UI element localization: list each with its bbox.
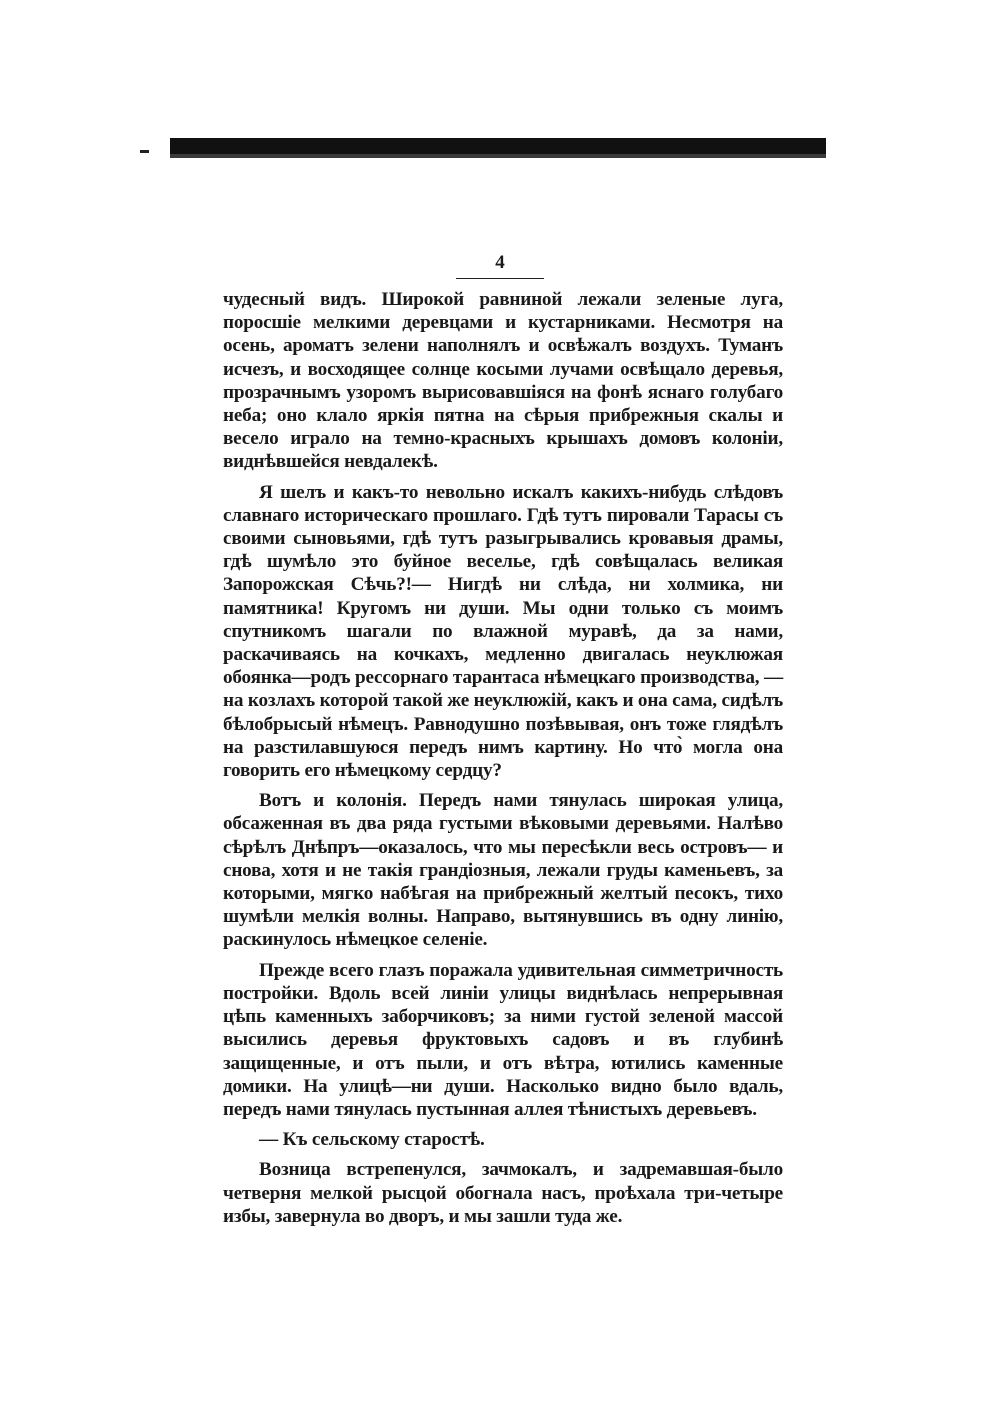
paragraph-4: Прежде всего глазъ поражала удивительная симметричность постройки. Вдоль всей линіи улицы виднѣлась непрерывная цѣпь каменныхъ заборчиковъ; за ними густой зеленой массой высились деревья фруктовыхъ садовъ и въ глубинѣ защищенные, и отъ пыли, и отъ вѣтра, ютились каменные домики. На улицѣ—ни души. Насколько видно было вдаль, передъ нами тянулась пустынная аллея тѣнистыхъ деревьевъ. <box>223 959 783 1120</box>
scan-edge-bar <box>170 138 826 158</box>
paragraph-1: чудесный видъ. Широкой равниной лежали зеленые луга, поросшіе мелкими деревцами и кустарниками. Несмотря на осень, ароматъ зелени наполнялъ и освѣжалъ воздухъ. Туманъ исчезъ, и восходящее солнце косыми лучами освѣщало деревья, прозрачнымъ узоромъ вырисовавшіяся на фонѣ яснаго голубаго неба; оно клало яркія пятна на сѣрыя прибрежныя скалы и весело играло на темно-красныхъ крышахъ домовъ колоніи, виднѣвшейся невдалекѣ. <box>223 289 783 473</box>
paragraph-5: — Къ сельскому старостѣ. <box>259 1129 485 1151</box>
paragraph-2: Я шелъ и какъ-то невольно искалъ какихъ-нибудь слѣдовъ славнаго историческаго прошлаго. Гдѣ тутъ пировали Тарасы съ своими сыновьями, гдѣ тутъ разыгрывались кровавыя драмы, гдѣ шумѣло это буйное веселье, гдѣ совѣщалась великая Запорожская Сѣчь?!— Нигдѣ ни слѣда, ни холмика, ни памятника! Кругомъ ни души. Мы одни только съ моимъ спутникомъ шагали по влажной муравѣ, да за нами, раскачиваясь на кочкахъ, медленно двигалась неуклюжая обоянка—родъ рессорнаго тарантаса нѣмецкаго производства, — на козлахъ которой такой же неуклюжій, какъ и она сама, сидѣлъ бѣлобрысый нѣмецъ. Равнодушно позѣвывая, онъ тоже глядѣлъ на разстилавшуюся передъ нимъ картину. Но что̀ могла она говорить его нѣмецкому сердцу? <box>223 481 783 782</box>
page-number: 4 <box>456 252 544 279</box>
scan-edge-mark <box>140 150 149 153</box>
paragraph-6: Возница встрепенулся, зачмокалъ, и задремавшая-было четверня мелкой рысцой обогнала насъ, проѣхала три-четыре избы, завернула во дворъ, и мы зашли туда же. <box>223 1159 783 1227</box>
body-text <box>223 288 783 1235</box>
paragraph-3: Вотъ и колонія. Передъ нами тянулась широкая улица, обсаженная въ два ряда густыми вѣковыми деревьями. Налѣво сѣрѣлъ Днѣпръ—оказалось, что мы пересѣкли весь островъ— и снова, хотя и не такія грандіозныя, лежали груды каменьевъ, за которыми, мягко набѣгая на прибрежный желтый песокъ, тихо шумѣли мелкія волны. Направо, вытянувшись въ одну линію, раскинулось нѣмецкое селеніе. <box>223 790 783 951</box>
